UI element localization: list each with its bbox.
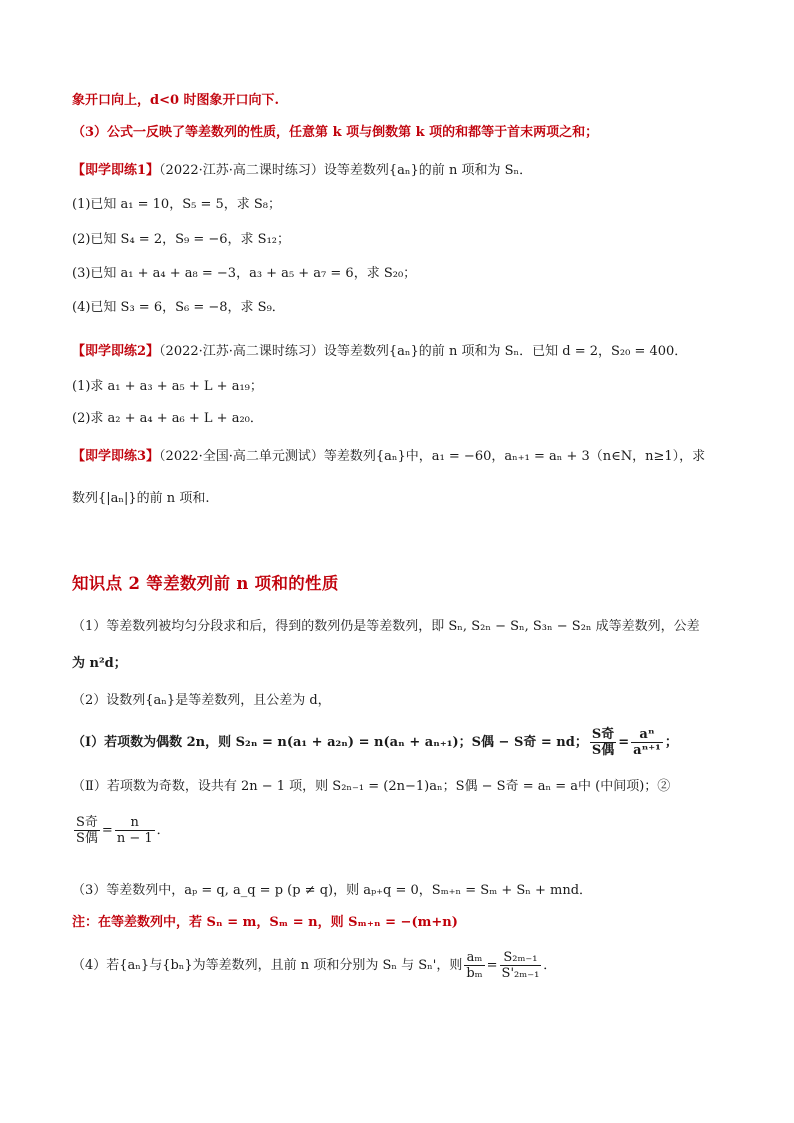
exercise-1-tag: 【即学即练1】 <box>72 163 160 178</box>
odd-ratio-denominator-2: n − 1 <box>116 831 153 846</box>
property-4-text: （4）若{aₙ}与{bₙ}为等差数列，且前 n 项和分别为 Sₙ 与 Sₙ'，则 <box>72 958 463 973</box>
exercise-2-q2: (2)求 a₂ + a₄ + a₆ + L + a₂₀． <box>72 411 263 426</box>
property-odd-ratio <box>72 815 170 847</box>
exercise-2-header <box>72 343 687 361</box>
exercise-1-q1: (1)已知 a₁ = 10，S₅ = 5，求 S₈； <box>72 197 282 212</box>
even-ratio-equals: = <box>618 735 630 750</box>
exercise-1-q2: (2)已知 S₄ = 2，S₉ = −6，求 S₁₂； <box>72 232 290 247</box>
exercise-2-q1: (1)求 a₁ + a₃ + a₅ + L + a₁₉； <box>72 379 263 394</box>
exercise-1-text: （2022·江苏·高二课时练习）设等差数列{aₙ}的前 n 项和为 Sₙ． <box>159 163 533 178</box>
even-ratio-tail: ； <box>664 735 678 750</box>
even-ratio-denominator-2: aⁿ⁺¹ <box>633 743 661 758</box>
ab-ratio-equals: = <box>486 958 498 973</box>
property-4-line <box>72 950 556 982</box>
note-line: 注：在等差数列中，若 Sₙ = m，Sₘ = n，则 Sₘ₊ₙ = −(m+n) <box>72 915 458 930</box>
ab-ratio-numerator: aₘ <box>464 950 484 966</box>
odd-ratio-tail: ． <box>156 823 170 838</box>
exercise-1-q4: (4)已知 S₃ = 6，S₆ = −8，求 S₉． <box>72 300 285 315</box>
even-ratio-fraction-2 <box>631 727 663 758</box>
exercise-2-text: （2022·江苏·高二课时练习）设等差数列{aₙ}的前 n 项和为 Sₙ．已知 d = 2，S₂₀ = 400． <box>159 344 688 359</box>
ab-ratio-fraction <box>464 950 484 981</box>
text-line-property-3: （3）公式一反映了等差数列的性质，任意第 k 项与倒数第 k 项的和都等于首末两项之和； <box>72 125 599 140</box>
ab-ratio-fraction-2 <box>500 950 542 981</box>
text-line-parabola: 象开口向上，d<0 时图象开口向下. <box>72 93 280 108</box>
odd-ratio-equals: = <box>101 823 113 838</box>
ab-ratio-denominator-2: S'₂ₘ₋₁ <box>501 966 540 981</box>
exercise-1-header <box>72 162 532 180</box>
exercise-3-text: （2022·全国·高二单元测试）等差数列{aₙ}中，a₁ = −60，aₙ₊₁ = aₙ + 3（n∈N，n≥1），求 <box>159 449 706 464</box>
exercise-3-tag: 【即学即练3】 <box>72 449 160 464</box>
property-even-line <box>72 727 678 759</box>
odd-ratio-fraction <box>74 815 100 846</box>
even-ratio-denominator: S偶 <box>591 743 615 758</box>
property-odd-line: （Ⅱ）若项数为奇数，设共有 2n − 1 项，则 S₂ₙ₋₁ = (2n−1)aₙ；S偶 − S奇 = aₙ = a中 (中间项)；② <box>72 779 671 794</box>
property-1-line-b: 为 n²d； <box>72 656 127 671</box>
odd-ratio-denominator: S偶 <box>76 831 98 846</box>
even-ratio-fraction <box>590 727 616 758</box>
exercise-2-tag: 【即学即练2】 <box>72 344 160 359</box>
section-heading: 知识点 2 等差数列前 n 项和的性质 <box>72 574 339 593</box>
property-2-line: （2）设数列{aₙ}是等差数列，且公差为 d， <box>72 693 331 708</box>
odd-ratio-numerator-2: n <box>115 815 155 831</box>
ab-ratio-numerator-2: S₂ₘ₋₁ <box>500 950 542 966</box>
even-ratio-numerator-2: aⁿ <box>631 727 663 743</box>
property-1-line-a: （1）等差数列被均匀分段求和后，得到的数列仍是等差数列，即 Sₙ, S₂ₙ − Sₙ, S₃ₙ − S₂ₙ 成等差数列，公差 <box>72 619 700 634</box>
ab-ratio-tail: ． <box>543 958 557 973</box>
exercise-3-header <box>72 448 705 466</box>
odd-ratio-numerator: S奇 <box>76 815 98 830</box>
property-3-line: （3）等差数列中，aₚ = q, a_q = p (p ≠ q)，则 aₚ₊q = 0，Sₘ₊ₙ = Sₘ + Sₙ + mnd． <box>72 883 593 898</box>
exercise-1-q3: (3)已知 a₁ + a₄ + a₈ = −3，a₃ + a₅ + a₇ = 6，求 S₂₀； <box>72 266 417 281</box>
odd-ratio-fraction-2 <box>115 815 155 846</box>
property-even-text: （Ⅰ）若项数为偶数 2n，则 S₂ₙ = n(a₁ + a₂ₙ) = n(aₙ + aₙ₊₁)；S偶 − S奇 = nd； <box>72 735 588 750</box>
even-ratio-numerator: S奇 <box>591 727 615 742</box>
exercise-3-text-2: 数列{|aₙ|}的前 n 项和. <box>72 491 210 506</box>
ab-ratio-denominator: bₘ <box>466 966 483 981</box>
